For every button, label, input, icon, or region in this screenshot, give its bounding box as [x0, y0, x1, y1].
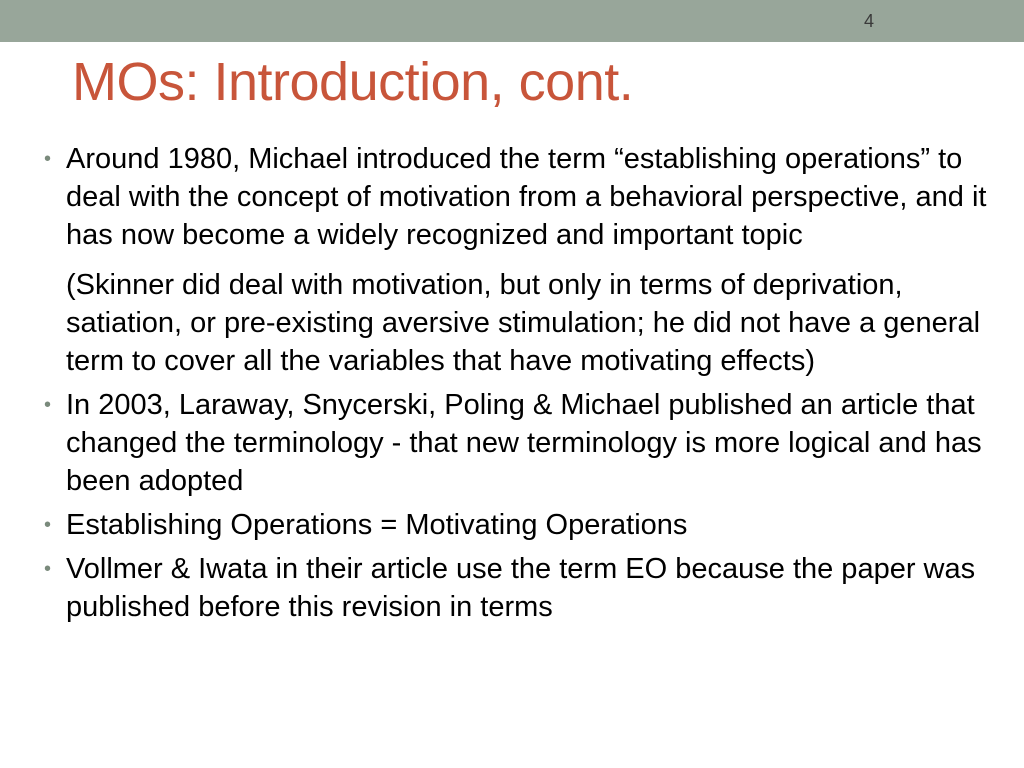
slide-title: MOs: Introduction, cont.	[72, 52, 634, 112]
bullet-item: • Around 1980, Michael introduced the term “establishing operations” to deal with the concept of motivation from a behavioral perspective, and it has now become a widely recognized and important topic	[0, 140, 1024, 254]
slide-content	[0, 140, 1024, 626]
slide-number: 4	[863, 11, 874, 31]
bullet-item: • Establishing Operations = Motivating Operations	[0, 506, 1024, 544]
sub-paragraph: (Skinner did deal with motivation, but only in terms of deprivation, satiation, or pre-existing aversive stimulation; he did not have a general term to cover all the variables that have motivating effects)	[66, 269, 981, 377]
bullet-item: • In 2003, Laraway, Snycerski, Poling & Michael published an article that changed the terminology - that new terminology is more logical and has been adopted	[0, 386, 1024, 500]
bullet-item: • Vollmer & Iwata in their article use the term EO because the paper was published before this revision in terms	[0, 550, 1024, 626]
